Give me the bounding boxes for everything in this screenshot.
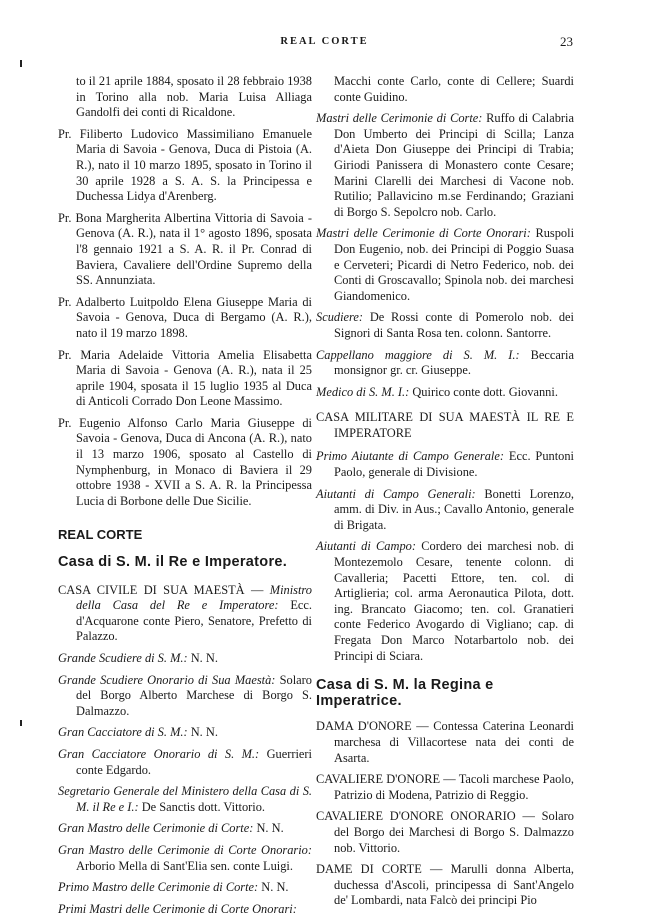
entry-label: Segretario Generale del Ministero della Casa di S. M. il Re e I.: bbox=[58, 784, 312, 814]
page-header bbox=[0, 36, 649, 52]
margin-mark bbox=[20, 720, 22, 726]
casa-civile-entry bbox=[58, 583, 312, 645]
entry-text: Contessa Caterina Leonardi marchesa di Villacortese nata dei conti de Asarta. bbox=[334, 719, 574, 765]
military-entry bbox=[316, 487, 574, 534]
entry-text: Quirico conte dott. Giovanni. bbox=[412, 384, 558, 399]
entry-text: Guerrieri conte Edgardo. bbox=[76, 746, 312, 777]
entry-text: Bonetti Lorenzo, amm. di Div. in Aus.; Cavallo Antonio, generale di Brigata. bbox=[334, 486, 574, 532]
office-entry bbox=[316, 348, 574, 379]
regina-entry bbox=[316, 719, 574, 766]
entry-label: Medico di S. M. I.: bbox=[316, 384, 410, 399]
prince-entry: Pr. Adalberto Luitpoldo Elena Giuseppe Maria di Savoia - Genova, Duca di Bergamo (A. R.), nato il 19 marzo 1898. bbox=[58, 294, 312, 340]
office-entry bbox=[58, 725, 312, 741]
subsection-title: Casa di S. M. il Re e Imperatore. bbox=[58, 554, 288, 571]
entry-label: Mastri delle Cerimonie di Corte Onorari: bbox=[316, 226, 531, 241]
regina-entry bbox=[316, 809, 574, 856]
entry-label: Aiutanti di Campo Generali: bbox=[316, 486, 476, 501]
entry-label: Gran Mastro delle Cerimonie di Corte Onorario: bbox=[58, 842, 312, 857]
page-number: 23 bbox=[560, 34, 573, 49]
entry-text: Ecc. Puntoni Paolo, generale di Divisione. bbox=[334, 449, 574, 480]
margin-mark bbox=[20, 60, 22, 67]
casa-militare-heading: CASA MILITARE DI SUA MAESTÀ IL RE E IMPERATORE bbox=[316, 410, 574, 440]
entry-text: Ruspoli Don Eugenio, nob. dei Principi di Poggio Suasa e Cerveteri; Picardi di Netro Federico, nob. dei Conti di Groscavallo; Spinola nob. dei marchesi Giandomenico. bbox=[334, 226, 575, 303]
continued-text: to il 21 aprile 1884, sposato il 28 febbraio 1938 in Torino alla nob. Maria Luisa Alliaga Gandolfi dei conti di Ricaldone. bbox=[76, 74, 312, 120]
entry-text: N. N. bbox=[190, 725, 218, 740]
office-entry bbox=[58, 880, 312, 896]
prince-entry: Pr. Filiberto Ludovico Massimiliano Emanuele Maria di Savoia - Genova, Duca di Pistoia (A. R.), nato il 10 marzo 1895, sposato in Torino il 30 aprile 1928 a S. A. S. la Principessa e Duchessa Lidya d'Arenberg. bbox=[58, 126, 312, 204]
regina-entry bbox=[316, 862, 574, 909]
entry-heading: DAME DI CORTE — bbox=[316, 862, 443, 877]
entry-heading: CAVALIERE D'ONORE — bbox=[316, 772, 456, 787]
office-entry bbox=[58, 747, 312, 778]
entry-label: Aiutanti di Campo: bbox=[316, 539, 416, 554]
entry-text: N. N. bbox=[261, 880, 289, 895]
entry-label: Ministro della Casa del Re e Imperatore: bbox=[76, 582, 312, 613]
entry-text: De Sanctis dott. Vittorio. bbox=[141, 799, 266, 814]
entry-label: Gran Mastro delle Cerimonie di Corte: bbox=[58, 821, 254, 836]
running-title: REAL CORTE bbox=[280, 36, 369, 47]
military-entry bbox=[316, 539, 574, 664]
prince-entry: Pr. Maria Adelaide Vittoria Amelia Elisabetta Maria di Savoia - Genova (A. R.), nata il 25 aprile 1904, sposata il 15 luglio 1935 al Duca di Anticoli Corrado Don Leone Massimo. bbox=[58, 347, 312, 409]
entry-label: Primo Aiutante di Campo Generale: bbox=[316, 449, 504, 464]
regina-entry bbox=[316, 772, 574, 803]
entry-text: N. N. bbox=[256, 821, 284, 836]
entry-text: Beccaria monsignor gr. cr. Giuseppe. bbox=[334, 347, 574, 378]
entry-text: Ecc. d'Acquarone conte Piero, Senatore, Prefetto di Palazzo. bbox=[76, 598, 312, 644]
entry-text: Marulli donna Alberta, duchessa d'Ascoli, principessa di Sant'Angelo de' Lombardi, nata Falcò dei principi Pio bbox=[334, 862, 574, 908]
prince-entry: Pr. Eugenio Alfonso Carlo Maria Giuseppe di Savoia - Genova, Duca di Ancona (A. R.), nato il 13 marzo 1906, sposato al Castello di Nymphenburg, in Monaco di Baviera il 29 ottobre 1938 - XVII a S. A. R. la Principessa Lucia di Borbone delle Due Sicilie. bbox=[58, 415, 312, 508]
entry-label: Primi Mastri delle Cerimonie di Corte Onorari: bbox=[58, 901, 297, 916]
entry-text: De Rossi conte di Pomerolo nob. dei Signori di Santa Rosa ten. colonn. Santorre. bbox=[334, 310, 574, 340]
subsection-title: Casa di S. M. la Regina e Imperatrice. bbox=[316, 677, 494, 709]
entry-heading: DAMA D'ONORE — bbox=[316, 719, 429, 734]
entry-text: Tacoli marchese Paolo, Patrizio di Modena, Patrizio di Reggio. bbox=[334, 772, 574, 802]
office-entry bbox=[58, 902, 312, 918]
office-entry bbox=[316, 385, 574, 401]
entry-heading: CASA CIVILE DI SUA MAESTÀ — bbox=[58, 582, 264, 597]
office-entry bbox=[58, 843, 312, 874]
entry-label: Primo Mastro delle Cerimonie di Corte: bbox=[58, 880, 259, 895]
office-entry bbox=[58, 651, 312, 667]
office-entry bbox=[316, 111, 574, 220]
office-entry bbox=[316, 226, 574, 304]
entry-label: Grande Scudiere di S. M.: bbox=[58, 651, 188, 665]
entry-text: Solaro del Borgo dei Marchesi di Borgo S. Dalmazzo nob. Vittorio. bbox=[334, 809, 574, 855]
entry-text: Ruffo di Calabria Don Umberto dei Principi di Scilla; Lanza d'Aieta Don Giuseppe dei Principi di Trabia; Giriodi Panissera di Monastero conte Cesare; Marini Clarelli dei Marchesi di Vacone nob. Rutilio; Pallavicino m.se Ferdinando; Graziani di Borgo S. Sepolcro nob. Carlo. bbox=[334, 111, 574, 219]
entry-text: N. N. bbox=[190, 651, 218, 665]
entry-label: Gran Cacciatore Onorario di S. M.: bbox=[58, 746, 260, 761]
right-column bbox=[316, 74, 574, 915]
entry-text: Arborio Mella di Sant'Elia sen. conte Luigi. bbox=[76, 858, 293, 873]
office-entry bbox=[58, 821, 312, 837]
continued-text: Macchi conte Carlo, conte di Cellere; Suardi conte Guidino. bbox=[334, 74, 574, 104]
office-entry bbox=[58, 784, 312, 815]
military-entry bbox=[316, 449, 574, 480]
entry-label: Scudiere: bbox=[316, 310, 364, 325]
entry-label: Gran Cacciatore di S. M.: bbox=[58, 725, 188, 740]
entry-label: Grande Scudiere Onorario di Sua Maestà: bbox=[58, 672, 276, 687]
prince-entry: Pr. Bona Margherita Albertina Vittoria di Savoia - Genova (A. R.), nata il 1° agosto 1896, sposata l'8 gennaio 1921 a S. A. R. il Pr. Conrad di Baviera, Cavaliere dell'Ordine Supremo della SS. Annunziata. bbox=[58, 210, 312, 288]
entry-text: Solaro del Borgo Alberto Marchese di Borgo S. Dalmazzo. bbox=[76, 672, 312, 718]
left-column bbox=[58, 74, 312, 923]
entry-label: Cappellano maggiore di S. M. I.: bbox=[316, 347, 520, 362]
entry-heading: CAVALIERE D'ONORE ONORARIO — bbox=[316, 809, 535, 824]
section-title: REAL CORTE bbox=[58, 527, 143, 543]
entry-text: Cordero dei marchesi nob. di Montezemolo Cesare, tenente colonn. di Cavalleria; Pacetti Ettore, ten. col. di Artiglieria; col. arma Aeronautica Pilota, dott. ing. Brancato Giacomo; ten. col. Granatieri conte Federico Avogardo di Vigliano; cap. di Fregata Don Marco Notarbartolo nob. dei Principi di Sciara. bbox=[334, 539, 574, 663]
entry-label: Mastri delle Cerimonie di Corte: bbox=[316, 111, 483, 126]
office-entry bbox=[58, 673, 312, 720]
office-entry bbox=[316, 310, 574, 341]
